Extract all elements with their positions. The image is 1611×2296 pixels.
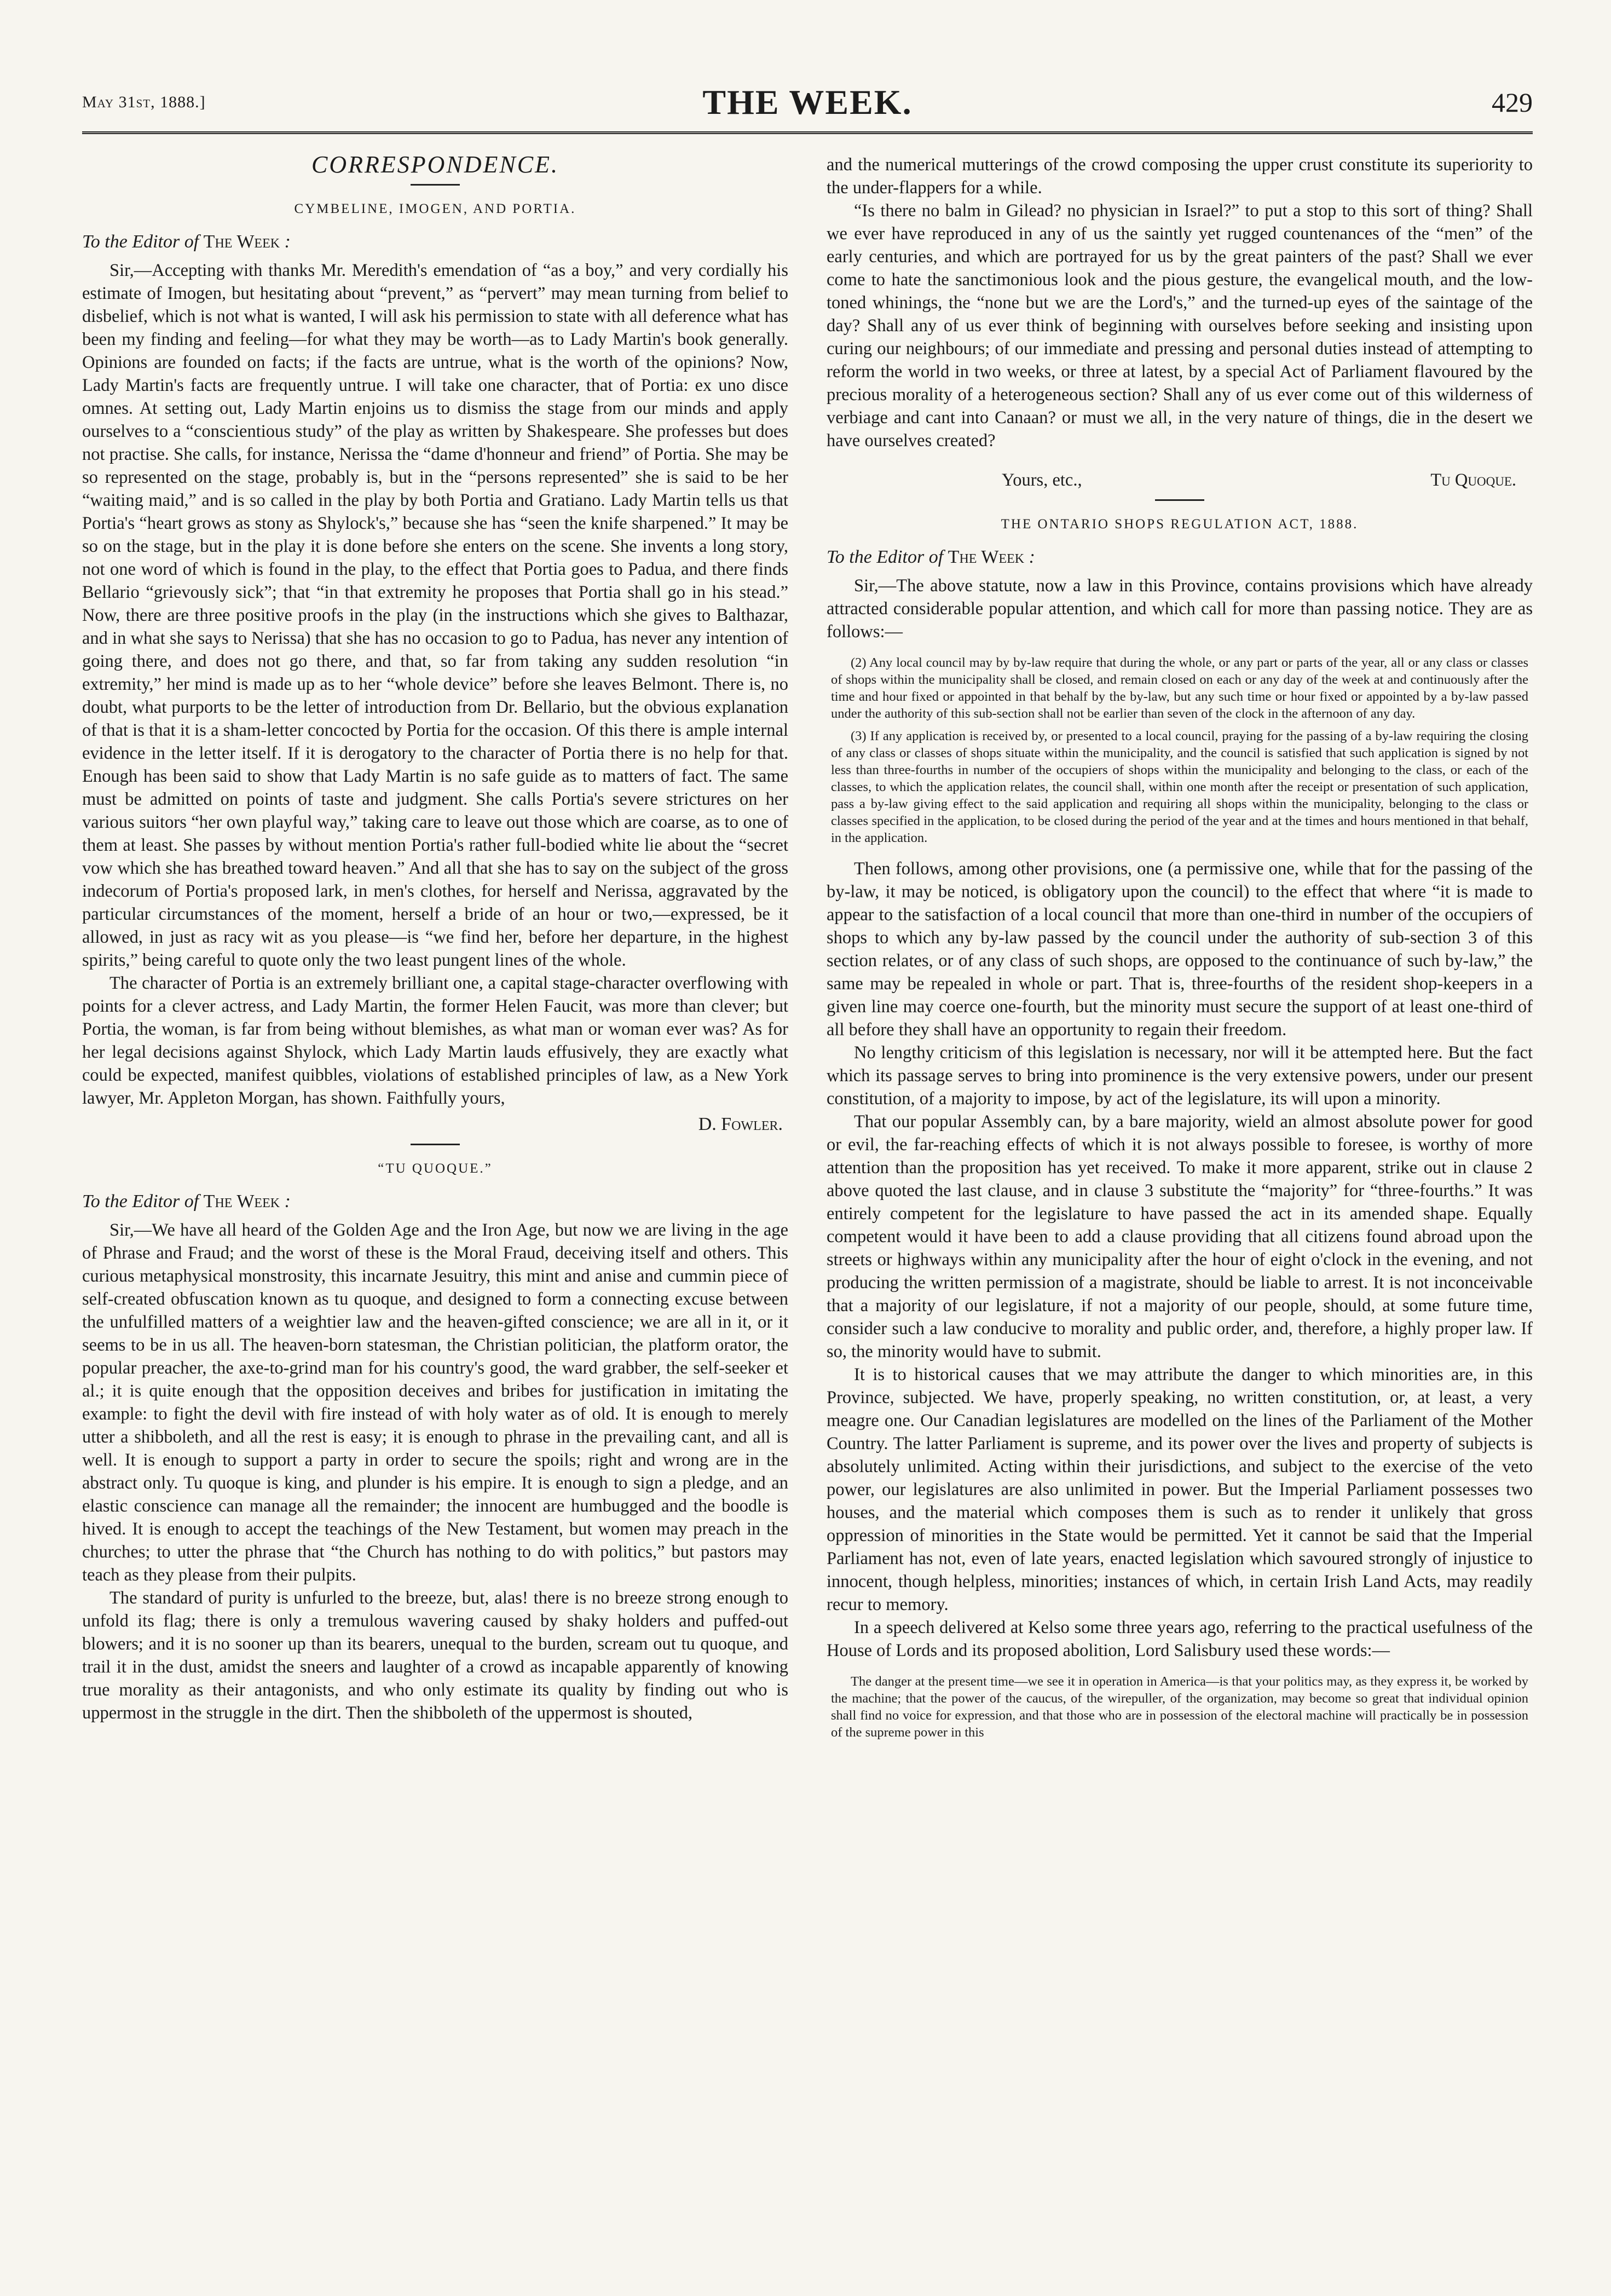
letter3-subhead: THE ONTARIO SHOPS REGULATION ACT, 1888. [1001, 517, 1359, 532]
salutation-end: : [284, 1191, 291, 1212]
letter2-subhead: “TU QUOQUE.” [378, 1161, 493, 1176]
statute-clause: (3) If any application is received by, or presented to a local council, praying for the passing of a by-law requiring the closing of any class or classes of shops situate within the municipality, and the council is satisfied that such application is signed by not less than three-fourths in number of the occupiers of shops within the municipality and belonging to the class, or each of the classes, to which the application relates, the council shall, within one month after the receipt or presentation of such application, pass a by-law giving effect to the said application and requiring all shops within the municipality, belonging to the class or classes specified in the application, to be closed during the period of the year and at the times and hours mentioned in that behalf, in the application. [831, 729, 1528, 845]
section-title: CORRESPONDENCE. [311, 153, 559, 178]
salutation-end: : [284, 232, 291, 252]
salutation-text: To the Editor of [82, 232, 199, 252]
letter3-paragraph: Then follows, among other provisions, one (a permissive one, while that for the passing of the by-law, it may be noticed, is obligatory upon the council) to the effect that where “it is made to appear to the satisfaction of a local council that more than one-third in number of the occupiers of shops to which any by-law passed by the council under the authority of sub-section 3 of this section relates, or of any class of such shops, are opposed to the continuance of such by-law,” the same may be repealed in whole or part. That is, three-fourths of the resident shop-keepers in a given line may coerce one-fourth, but the minority must secure the support of at least one-third of all before they shall have an opportunity to regain their freedom. [827, 859, 1533, 1040]
letter1-paragraph: The character of Portia is an extremely brilliant one, a capital stage-character overflowing with points for a clever actress, and Lady Martin, the former Helen Faucit, was more than clever; but Portia, the woman, is far from being without blemishes, as what man or woman ever was? As for her legal decisions against Shylock, which Lady Martin lauds effusively, they are exactly what could be expected, manifest quibbles, violations of established principles of law, as a New York lawyer, Mr. Appleton Morgan, has shown. Faithfully yours, [82, 973, 788, 1108]
salutation-end: : [1029, 547, 1035, 567]
letter2-signature: Tu Quoque. [1430, 470, 1516, 490]
letter2-paragraph: The standard of purity is unfurled to the breeze, but, alas! there is no breeze strong enough to unfold its flag; there is only a tremulous wavering caused by shaky holders and puffed-out blowers; and it is no sooner up than its bearers, unequal to the burden, scream out tu quoque, and trail it in the dust, amidst the sneers and laughter of a crowd as incapable apparently of knowing true morality as their antagonists, and who only estimate its quality by finding out who is uppermost in the struggle in the dirt. Then the shibboleth of the uppermost is shouted, [82, 1588, 788, 1723]
continued-paragraph: “Is there no balm in Gilead? no physician in Israel?” to put a stop to this sort of thing? Shall we ever have reproduced in any of us the saintly yet rugged countenances of the “men” of the early centuries, and which are portrayed for us by the great painters of the past? Shall we ever come to hate the sanctimonious look and the pious gesture, the evangelical mouth, and the low-toned whinings, the “none but we are the Lord's,” and the turned-up eyes of the saintage of the day? Shall any of us ever think of beginning with ourselves before seeking and insisting upon curing our neighbours; of our immediate and pressing and personal duties instead of attempting to reform the world in two weeks, or three at latest, by a special Act of Parliament flavoured by the precious morality of a heterogeneous section? Shall any of us ever come out of this wilderness of verbiage and cant into Canaan? or must we all, in the very nature of things, die in the desert we have ourselves created? [827, 201, 1533, 451]
letter2-paragraph: Sir,—We have all heard of the Golden Age and the Iron Age, but now we are living in the age of Phrase and Fraud; and the worst of these is the Moral Fraud, deceiving itself and others. This curious metaphysical monstrosity, this incarnate Jesuitry, this mint and anise and cummin piece of self-created obfuscation known as tu quoque, and designed to form a connecting excuse between the unfulfilled matters of a weightier law and the heaven-gifted conscience; we are all in it, or it seems to be in us all. The heaven-born statesman, the Christian politician, the platform orator, the popular preacher, the axe-to-grind man for his country's good, the ward grabber, the self-seeker et al.; it is quite enough that the opposition deceives and bribes for justification in imitating the example: to fight the devil with fire instead of with holy water as of old. It is enough to merely utter a shibboleth, and all the rest is easy; it is enough to phrase in the prevailing cant, and all is well. It is enough to support a party in order to secure the spoils; right and wrong are in the abstract only. Tu quoque is king, and plunder is his empire. It is enough to sign a pledge, and an elastic conscience can manage all the remainder; the innocent are humbugged and the boodle is hived. It is enough to accept the teachings of the New Testament, but women may preach in the churches; to utter the phrase that “the Church has nothing to do with politics,” but pastors may teach as they please from their pulpits. [82, 1220, 788, 1585]
columns [82, 153, 1533, 2234]
letter3-salutation [827, 546, 1533, 569]
masthead [82, 82, 1533, 134]
letter-divider [1155, 499, 1204, 501]
letter1-salutation [82, 230, 788, 253]
salutation-publication: The Week [203, 232, 280, 252]
letter3-intro: Sir,—The above statute, now a law in this Province, contains provisions which have already attracted considerable popular attention, and which call for more than passing notice. They are as follows:— [827, 576, 1533, 642]
page-number: 429 [1492, 87, 1533, 118]
statute-clause: (2) Any local council may by by-law require that during the whole, or any part or parts of the year, all or any class or classes of shops within the municipality shall be closed, and remain closed on each or any day of the week at and continuously after the time and hour fixed or appointed in that behalf by the by-law, but any such time or hour fixed or appointed by a by-law passed under the authority of this sub-section shall not be earlier than seven of the clock in the afternoon of any day. [831, 655, 1528, 721]
continued-paragraph: and the numerical mutterings of the crowd composing the upper crust constitute its superiority to the under-flappers for a while. [827, 155, 1533, 198]
letter1-signature: D. Fowler. [698, 1114, 783, 1134]
salutation-publication: The Week [948, 547, 1025, 567]
letter3-paragraph: In a speech delivered at Kelso some three years ago, referring to the practical usefulness of the House of Lords and its proposed abolition, Lord Salisbury used these words:— [827, 1618, 1533, 1660]
salisbury-quote [831, 1673, 1528, 1741]
section-rule [411, 184, 460, 186]
issue-date: May 31st, 1888.] [82, 93, 206, 111]
closing-text: Yours, etc., [1002, 470, 1082, 490]
quote-text: The danger at the present time—we see it in operation in America—is that your politics may, as they express it, be worked by the machine; that the power of the caucus, of the wirepuller, of the organization, may become so great that individual opinion shall find no voice for expression, and that those who are in possession of the electoral machine will practically be in possession of the supreme power in this [831, 1674, 1528, 1740]
publication-title: THE WEEK. [702, 83, 913, 122]
salutation-publication: The Week [203, 1191, 280, 1212]
statute-clauses [831, 654, 1528, 846]
letter3-paragraph: No lengthy criticism of this legislation is necessary, nor will it be attempted here. But the fact which its passage serves to bring into prominence is the very extensive powers, under our present constitution, of a majority to impose, by act of the legislature, its will upon a minority. [827, 1043, 1533, 1109]
letter-divider [411, 1144, 460, 1145]
letter1-subhead: CYMBELINE, IMOGEN, AND PORTIA. [294, 201, 576, 216]
letter2-salutation [82, 1190, 788, 1213]
letter1-paragraph: Sir,—Accepting with thanks Mr. Meredith's emendation of “as a boy,” and very cordially his estimate of Imogen, but hesitating about “prevent,” as “pervert” may mean turning from belief to disbelief, which is not what is wanted, I will ask his permission to state with all deference what has been my finding and feeling—for what they may be worth—as to Lady Martin's book generally. Opinions are founded on facts; if the facts are untrue, what is the worth of the opinions? Now, Lady Martin's facts are frequently untrue. I will take one character, that of Portia: ex uno disce omnes. At setting out, Lady Martin enjoins us to dismiss the stage from our minds and apply ourselves to a “conscientious study” of the play as written by Shakespeare. She professes but does not practise. She calls, for instance, Nerissa the “dame d'honneur and friend” of Portia. She may be so represented on the stage, probably is, but in the “persons represented” she is said to be her “waiting maid,” and is so called in the play by both Portia and Gratiano. Lady Martin tells us that Portia's “heart grows as stony as Shylock's,” because she has “seen the knife sharpened.” It may be so on the stage, but in the play it is done before she enters on the scene. She invents a long story, not one word of which is found in the play, to the effect that Portia goes to Padua, and there finds Bellario “grievously sick”; that “in that extremity he proposes that Portia shall go in his stead.” Now, there are three positive proofs in the play (in the instructions which she gives to Balthazar, and in what she says to Nerissa) that she has no occasion to go to Padua, has never any intention of going there, and does not go there, and that, so far from taking any sudden resolution “in extremity,” her mind is made up as to her “whole device” before she leaves Belmont. There is, no doubt, what purports to be the letter of introduction from Dr. Bellario, but the obvious explanation of that is that it is a sham-letter concocted by Portia for the occasion. Of this there is ample internal evidence in the letter itself. If it is derogatory to the character of Portia there is no help for that. Enough has been said to show that Lady Martin is no safe guide as to matters of fact. The same must be admitted on points of taste and judgment. She calls Portia's severe strictures on her various suitors “her own playful way,” taking care to leave out those which are coarse, as to one of them at least. She passes by without mention Portia's rather full-bodied white lie about the “secret vow which she has breathed toward heaven.” And all that she has to say on the subject of the gross indecorum of Portia's proposed lark, in men's clothes, for herself and Nerissa, aggravated by the particular circumstances of the moment, herself a bride of an hour or two,—expressed, be it allowed, in just as racy wit as you please—is “we find her, before her departure, in the highest spirits,” being careful to quote only the two least pungent lines of the whole. [82, 261, 788, 970]
right-column [827, 153, 1533, 2234]
salutation-text: To the Editor of [82, 1191, 199, 1212]
left-column [82, 153, 788, 2234]
salutation-text: To the Editor of [827, 547, 944, 567]
letter3-paragraph: That our popular Assembly can, by a bare majority, wield an almost absolute power for good or evil, the far-reaching effects of which it is not always possible to foresee, is worthy of more attention than the proposition has yet received. To make it more apparent, strike out in clause 2 above quoted the last clause, and in clause 3 substitute the “majority” for “three-fourths.” It was entirely competent for the legislature to have passed the act in its amended shape. Equally competent would it have been to add a clause providing that all citizens found abroad upon the streets or highways within any municipality after the hour of eight o'clock in the evening, and not producing the written permission of a magistrate, should be liable to arrest. It is not inconceivable that a majority of our legislature, if not a majority of our people, should, at some future time, consider such a law conducive to morality and public order, and, therefore, a highly proper law. If so, the minority would have to submit. [827, 1112, 1533, 1362]
letter2-closing [827, 469, 1533, 492]
newspaper-page [82, 82, 1533, 2250]
letter3-paragraph: It is to historical causes that we may attribute the danger to which minorities are, in this Province, subjected. We have, properly speaking, no written constitution, or, at least, a very meagre one. Our Canadian legislatures are modelled on the lines of the Parliament of the Mother Country. The latter Parliament is supreme, and its power over the lives and property of subjects is absolutely unlimited. Acting within their jurisdictions, and subject to the exercise of the veto power, our legislatures are also unlimited in power. But the Imperial Parliament possesses two houses, and the material which composes them is such as to render it unlikely that gross oppression of minorities in the State would be permitted. Yet it cannot be said that the Imperial Parliament has not, even of late years, enacted legislation which savoured strongly of injustice to innocent, though helpless, minorities; instances of which, in certain Irish Land Acts, may readily recur to memory. [827, 1365, 1533, 1614]
